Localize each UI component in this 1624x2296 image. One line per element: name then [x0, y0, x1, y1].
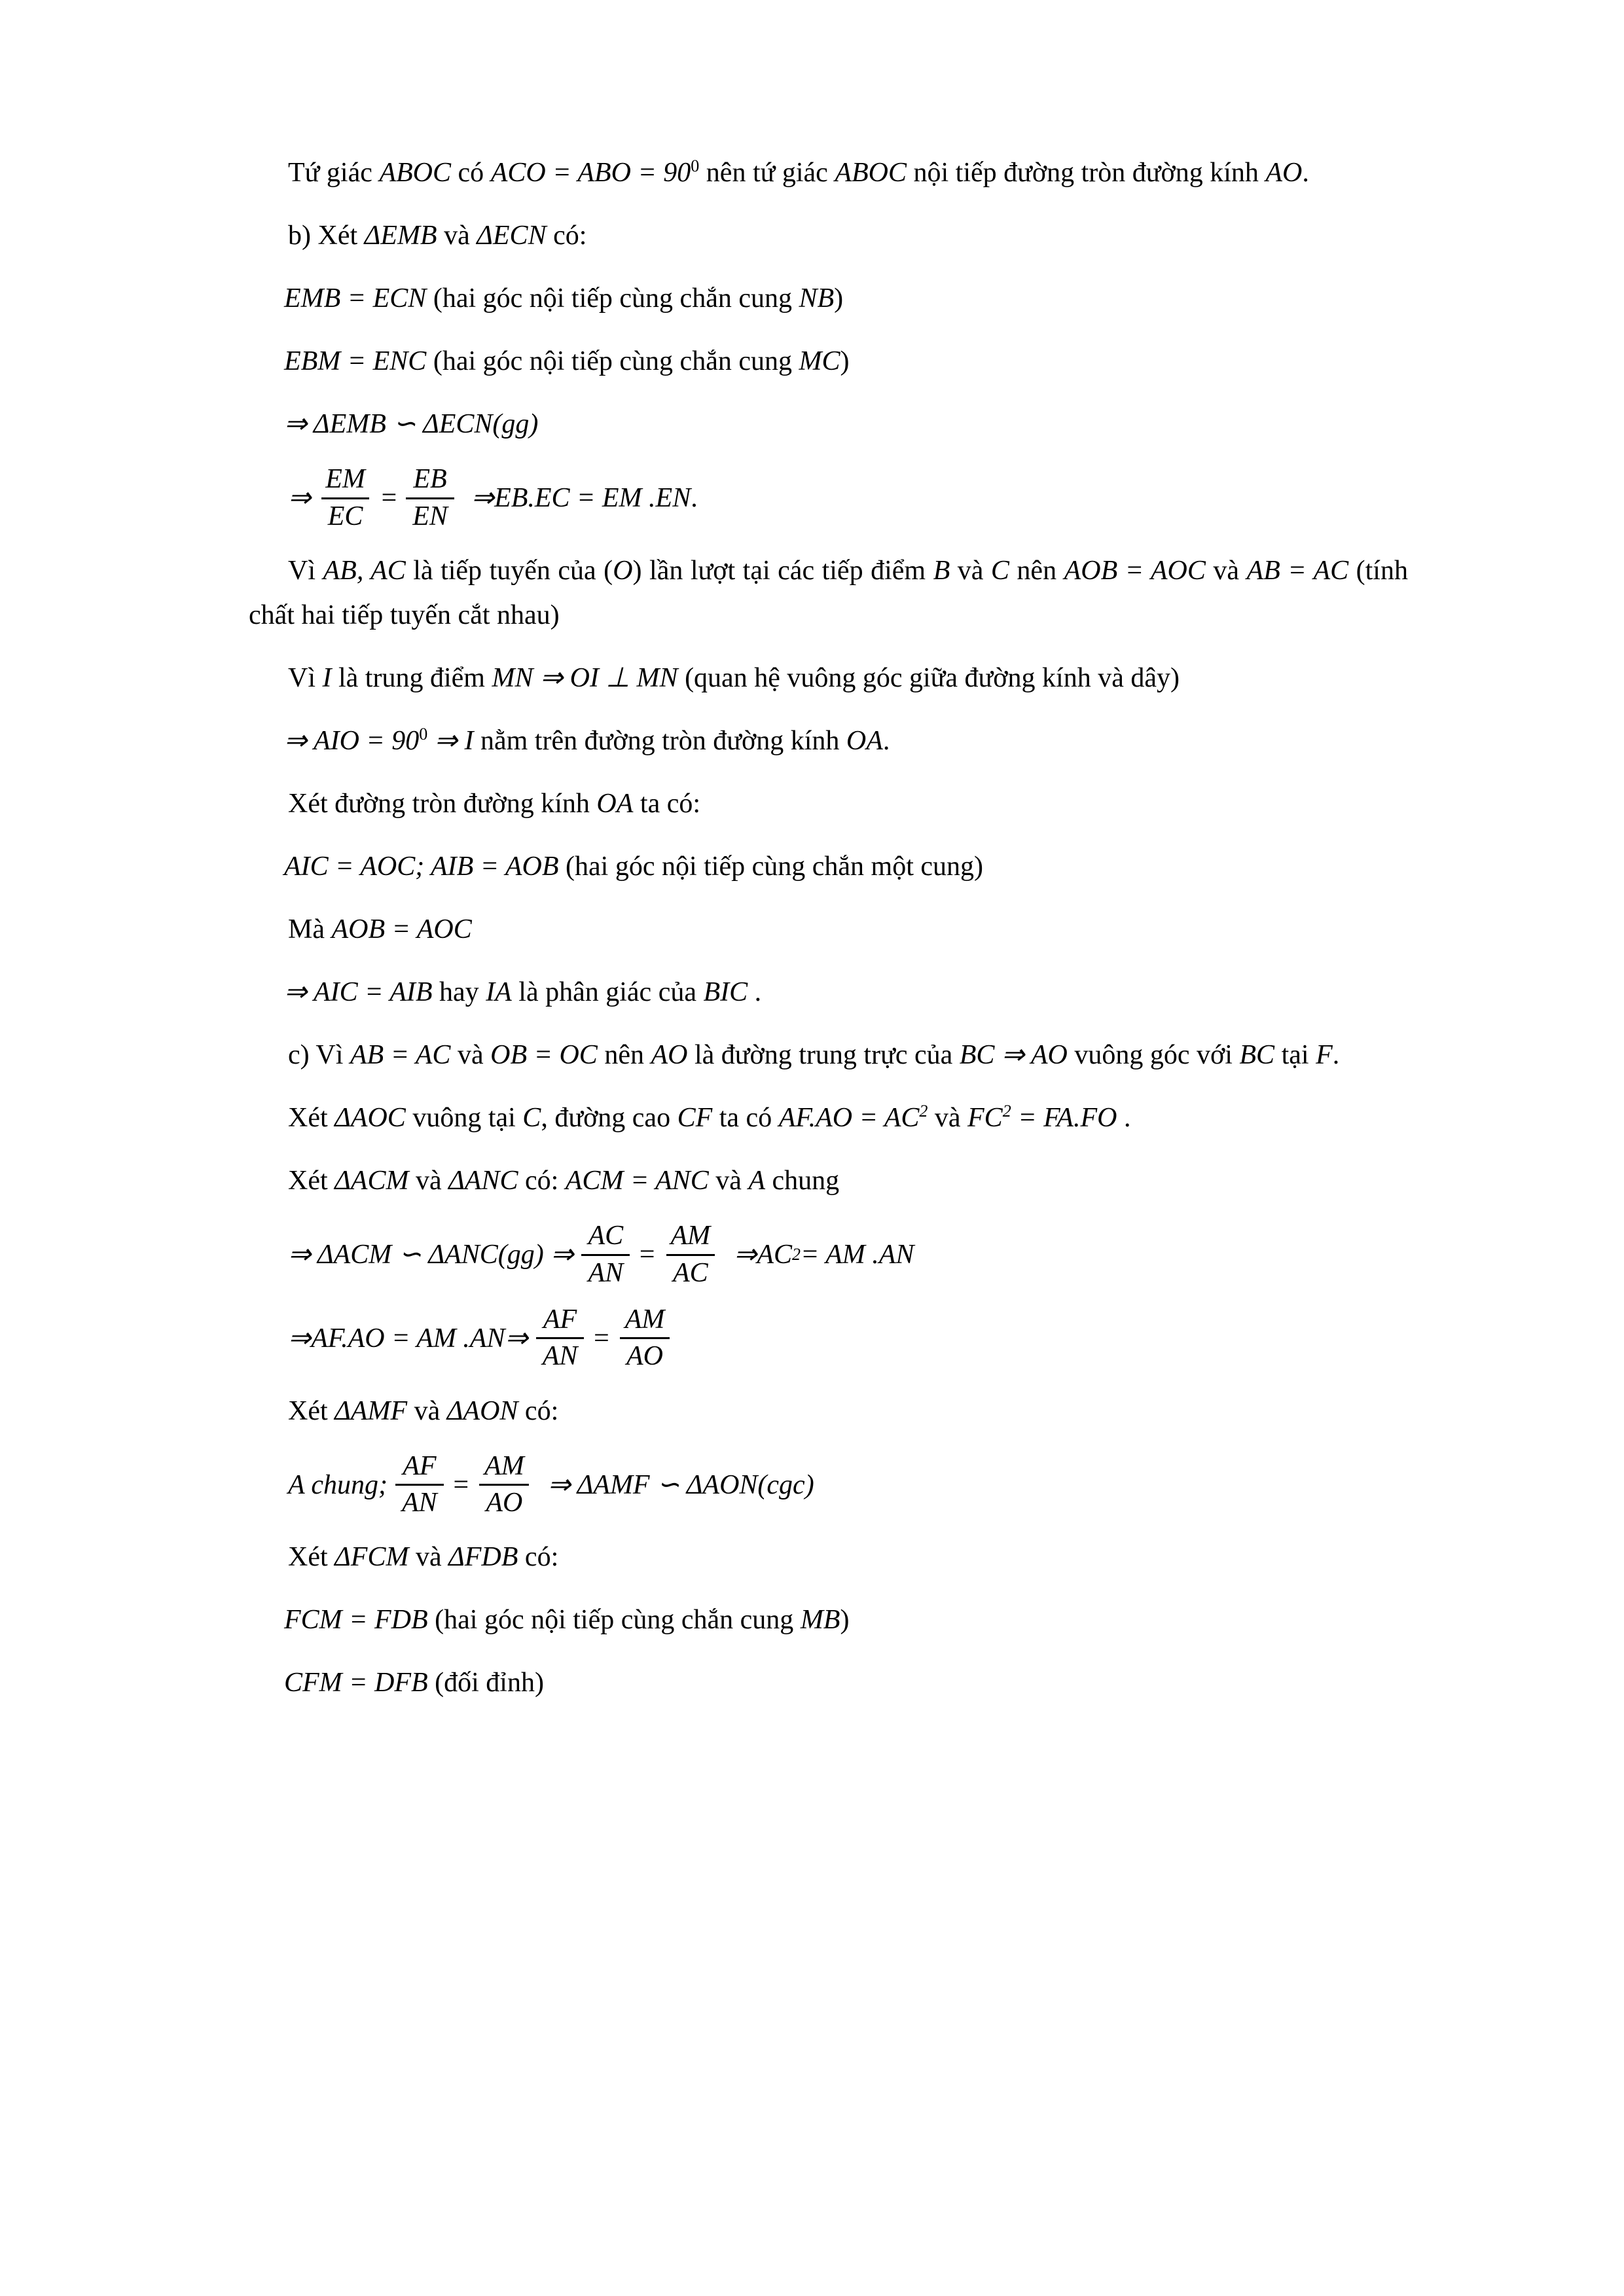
fraction-denominator: EC: [321, 497, 370, 531]
math-bc-2: BC: [1239, 1040, 1275, 1071]
math-o: O: [613, 555, 633, 586]
text-run: (quan hệ vuông góc giữa đường kính và dây): [677, 662, 1180, 693]
math-ab-ac: AB, AC: [323, 555, 406, 586]
paragraph-quadrilateral-aboc: [249, 151, 1408, 195]
equation-ratio-ac-an: ⇒ ΔACM ∽ ΔANC(gg) ⇒ $\frac{AC}{AN}$ = $\frac{AM}{AC}$ ⇒ AC 2 = AM .AN: [288, 1221, 914, 1288]
text-run: tại: [1274, 1040, 1316, 1071]
text-run: nên: [597, 1040, 651, 1071]
math-emb: EMB: [284, 283, 341, 314]
math-abo: ABO: [577, 158, 631, 188]
math-ac: AC: [757, 1240, 792, 1270]
text-run: ) lần lượt tại các tiếp điểm: [632, 555, 933, 586]
math-anc: ANC: [655, 1166, 709, 1196]
fraction-eb-en: [406, 465, 454, 531]
math-aco: ACO: [490, 158, 546, 188]
text-run: (hai góc nội tiếp cùng chắn cung: [427, 1605, 801, 1636]
text-run: ta có:: [633, 789, 701, 819]
paragraph-consider-amf-aon: [249, 1389, 1408, 1433]
fraction-numerator: EM: [325, 464, 365, 495]
text-run: (hai góc nội tiếp cùng chắn cung: [426, 346, 799, 377]
text-run: (tính chất hai tiếp tuyến cắt nhau): [249, 555, 1408, 630]
text-run: có:: [546, 221, 587, 251]
text-run: và: [450, 1040, 491, 1071]
math-aoc: AOC: [416, 914, 472, 945]
math-cfm: CFM: [284, 1668, 342, 1698]
fraction-am-ao: [478, 1452, 531, 1518]
math-i: I: [322, 662, 332, 693]
math-eq: =: [328, 852, 361, 882]
math-eq: =: [384, 1040, 416, 1071]
math-triangle-fcm: ΔFCM: [334, 1542, 409, 1573]
text-run: .: [691, 483, 698, 513]
paragraph-consider-acm-anc: [249, 1158, 1408, 1203]
math-triangle-emb: ΔEMB: [364, 221, 437, 251]
math-mb: MB: [800, 1605, 840, 1636]
fraction-numerator: AF: [403, 1450, 437, 1481]
math-eq: =: [385, 914, 417, 945]
text-run: nên tứ giác: [699, 158, 835, 188]
fraction-ac-an: [581, 1221, 630, 1288]
text-run: Vì: [288, 555, 323, 586]
text-run: nên: [1009, 555, 1064, 586]
text-run: có:: [518, 1542, 559, 1573]
text-run: b) Xét: [288, 221, 365, 251]
math-equals: =: [638, 1240, 657, 1270]
math-a: A: [748, 1166, 766, 1196]
text-run: .: [1117, 1103, 1131, 1134]
math-ao: AO: [651, 1040, 688, 1071]
paragraph-fcm-equals-fdb: [249, 1598, 1408, 1642]
text-run: ): [840, 346, 850, 377]
text-run: chung: [765, 1166, 840, 1196]
math-oi-perp-mn: OI ⊥ MN: [569, 662, 678, 693]
text-run: Xét: [288, 1395, 335, 1426]
math-ebm: EBM: [284, 346, 341, 377]
math-arrow-2: ⇒: [505, 1323, 528, 1354]
text-run: có:: [518, 1395, 559, 1426]
fraction-numerator: EB: [413, 464, 447, 495]
math-mc: MC: [799, 346, 840, 377]
math-ac: AC: [884, 1103, 920, 1134]
fraction-denominator: AN: [536, 1337, 585, 1371]
text-run: c) Vì: [288, 1040, 350, 1071]
fraction-numerator: AM: [670, 1221, 711, 1251]
math-b: B: [933, 555, 950, 586]
math-aic: AIC: [313, 977, 358, 1008]
text-run: , đường cao: [541, 1103, 677, 1134]
paragraph-ma-aob-aoc: [249, 907, 1408, 952]
text-run: vuông góc với: [1067, 1040, 1240, 1071]
text-run: Xét đường tròn đường kính: [288, 789, 597, 819]
text-run: ): [834, 283, 844, 314]
fraction-numerator: AC: [588, 1221, 624, 1251]
math-aob: AOB: [505, 852, 559, 882]
math-dfb: DFB: [374, 1668, 428, 1698]
equation-a-chung-ratio: [249, 1452, 1408, 1518]
paragraph-cfm-equals-dfb: [249, 1660, 1408, 1705]
fraction-denominator: AN: [581, 1254, 630, 1288]
math-aoc: AOC: [1150, 555, 1206, 586]
text-run: là tiếp tuyến của (: [405, 555, 613, 586]
math-result: = AM .AN: [801, 1240, 914, 1270]
fraction-denominator: AO: [479, 1484, 529, 1518]
math-f: F: [1316, 1040, 1333, 1071]
math-eq90: = 90: [359, 725, 420, 756]
fraction-af-an: [536, 1305, 585, 1372]
math-arrow-2: ⇒: [427, 725, 465, 756]
text-run: và: [950, 555, 991, 586]
text-run: Xét: [288, 1103, 335, 1134]
fraction-denominator: EN: [406, 497, 454, 531]
fraction-af-an: [395, 1452, 444, 1518]
text-run: Xét: [288, 1542, 335, 1573]
math-ac: AC: [1313, 555, 1349, 586]
math-enc: ENC: [372, 346, 427, 377]
text-run: Vì: [288, 662, 323, 693]
math-aio: AIO: [313, 725, 359, 756]
math-triangle-aoc: ΔAOC: [334, 1103, 406, 1134]
math-arrow-similarity: ⇒ ΔACM ∽ ΔANC(gg) ⇒: [288, 1240, 574, 1270]
math-triangle-ecn: ΔECN: [477, 221, 547, 251]
math-acm: ACM: [565, 1166, 624, 1196]
math-aboc-2: ABOC: [835, 158, 907, 188]
math-ia: IA: [486, 977, 512, 1008]
math-ecn: ECN: [372, 283, 427, 314]
math-cf: CF: [677, 1103, 713, 1134]
text-run: (hai góc nội tiếp cùng chắn cung: [426, 283, 799, 314]
math-fdb: FDB: [374, 1605, 428, 1636]
math-ac: AC: [415, 1040, 451, 1071]
text-run: .: [1302, 158, 1309, 188]
text-run: và: [437, 221, 477, 251]
paragraph-consider-fcm-fdb: [249, 1535, 1408, 1579]
math-aib: AIB: [389, 977, 433, 1008]
math-eq-2: =: [527, 1040, 560, 1071]
math-semicolon: ;: [415, 852, 431, 882]
math-fa-fo: FA.FO: [1043, 1103, 1117, 1134]
math-c: C: [990, 555, 1009, 586]
math-arrow: ⇒: [284, 725, 314, 756]
math-arrow-2: ⇒: [734, 1240, 757, 1270]
text-run: Tứ giác: [288, 158, 380, 188]
math-c: C: [522, 1103, 541, 1134]
text-run: có:: [518, 1166, 566, 1196]
math-ao: AO: [1265, 158, 1303, 188]
fraction-numerator: AM: [484, 1450, 524, 1481]
math-triangle-acm: ΔACM: [334, 1166, 409, 1196]
math-bic: BIC: [703, 977, 748, 1008]
text-run: và: [1205, 555, 1247, 586]
math-arrow: ⇒: [284, 977, 314, 1008]
math-eq: =: [623, 1166, 656, 1196]
math-fc: FC: [967, 1103, 1003, 1134]
text-run: là trung điểm: [331, 662, 492, 693]
math-arrow-2: ⇒: [471, 483, 495, 513]
paragraph-similarity-emb-ecn: [249, 402, 1408, 446]
document-body: [249, 151, 1408, 1706]
math-af-ao: AF.AO: [778, 1103, 853, 1134]
math-eq: =: [342, 1605, 374, 1636]
math-eq: =: [545, 158, 578, 188]
math-ab: AB: [1246, 555, 1280, 586]
paragraph-emb-equals-ecn: [249, 276, 1408, 321]
math-aboc: ABOC: [379, 158, 452, 188]
math-ab: AB: [350, 1040, 384, 1071]
fraction-am-ao: [619, 1305, 672, 1372]
math-degree-sup: 0: [691, 156, 700, 175]
text-run: .: [1332, 1040, 1340, 1071]
math-eq-2: =: [473, 852, 505, 882]
math-result: EB.EC = EM .EN: [494, 483, 691, 513]
paragraph-consider-triangle-aoc: [249, 1096, 1408, 1140]
math-arrow: ⇒: [533, 662, 570, 693]
text-run: (đối đỉnh): [427, 1668, 544, 1698]
text-run: và: [407, 1395, 447, 1426]
math-arrow: ⇒: [994, 1040, 1031, 1071]
fraction-numerator: AF: [543, 1304, 577, 1335]
math-eq: =: [852, 1103, 884, 1134]
math-ob: OB: [490, 1040, 528, 1071]
paragraph-ebm-equals-enc: [249, 339, 1408, 384]
math-ao-2: AO: [1030, 1040, 1068, 1071]
math-eq: =: [342, 1668, 374, 1698]
math-oa: OA: [846, 725, 883, 756]
math-oc: OC: [559, 1040, 598, 1071]
text-run: có: [451, 158, 491, 188]
paragraph-bisector: [249, 970, 1408, 1014]
text-run: và: [928, 1103, 968, 1134]
text-run: và: [408, 1166, 449, 1196]
paragraph-b-intro: [249, 213, 1408, 258]
text-run: là phân giác của: [511, 977, 704, 1008]
fraction-numerator: AM: [624, 1304, 665, 1335]
text-run: và: [408, 1542, 449, 1573]
equation-ratio-em-ec: [249, 465, 1408, 531]
math-similarity: ⇒ ΔEMB ∽ ΔECN(gg): [284, 409, 539, 440]
text-run: là đường trung trực của: [687, 1040, 960, 1071]
math-af-ao-expr: AF.AO = AM .AN: [311, 1323, 505, 1354]
text-run: Xét: [288, 1166, 335, 1196]
math-triangle-aon: ΔAON: [446, 1395, 518, 1426]
paragraph-aio-90: [249, 719, 1408, 763]
text-run: .: [748, 977, 762, 1008]
math-aob: AOB: [1064, 555, 1118, 586]
text-run: nội tiếp đường tròn đường kính: [906, 158, 1266, 188]
fraction-denominator: AC: [666, 1254, 715, 1288]
text-run: ): [840, 1605, 850, 1636]
math-square-sup: 2: [919, 1102, 928, 1121]
math-mn: MN: [492, 662, 533, 693]
paragraph-c-intro: [249, 1033, 1408, 1077]
math-i: I: [464, 725, 474, 756]
math-triangle-amf: ΔAMF: [334, 1395, 408, 1426]
math-fcm: FCM: [284, 1605, 342, 1636]
fraction-em-ec: [319, 465, 372, 531]
text-run: .: [882, 725, 890, 756]
math-square-sup-2: 2: [1002, 1102, 1011, 1121]
math-triangle-fdb: ΔFDB: [448, 1542, 518, 1573]
math-equals: =: [379, 483, 399, 513]
fraction-am-ac: [664, 1221, 717, 1288]
math-arrow: ⇒: [288, 483, 312, 513]
math-bc: BC: [959, 1040, 995, 1071]
math-eq-2: =: [1280, 555, 1314, 586]
math-eq: =: [1117, 555, 1151, 586]
text-run: Mà: [288, 914, 332, 945]
fraction-denominator: AN: [395, 1484, 444, 1518]
math-aic: AIC: [284, 852, 329, 882]
math-eq: =: [357, 977, 390, 1008]
paragraph-midpoint-mn: [249, 656, 1408, 700]
math-eq: =: [340, 346, 373, 377]
math-nb: NB: [799, 283, 835, 314]
math-equals: =: [592, 1323, 611, 1354]
math-oa: OA: [596, 789, 634, 819]
math-aob: AOB: [331, 914, 386, 945]
math-aoc: AOC: [360, 852, 416, 882]
text-run: hay: [432, 977, 486, 1008]
math-arrow: ⇒: [288, 1323, 312, 1354]
text-run: (hai góc nội tiếp cùng chắn một cung): [558, 852, 984, 882]
text-run: và: [708, 1166, 749, 1196]
math-degree-sup: 0: [419, 724, 428, 744]
math-triangle-anc: ΔANC: [448, 1166, 518, 1196]
math-eq90: = 90: [630, 158, 691, 188]
math-equals: =: [451, 1469, 471, 1500]
math-eq-2: =: [1011, 1103, 1044, 1134]
math-a-chung: A chung;: [288, 1469, 388, 1500]
equation-ratio-af-an: [249, 1305, 1408, 1372]
math-similarity-amf-aon: ⇒ ΔAMF ∽ ΔAON(cgc): [547, 1469, 814, 1500]
paragraph-consider-circle-oa: [249, 781, 1408, 826]
text-run: ta có: [712, 1103, 779, 1134]
math-aib: AIB: [430, 852, 474, 882]
fraction-denominator: AO: [620, 1337, 670, 1371]
paragraph-tangents: [249, 548, 1408, 637]
paragraph-aic-aoc: [249, 844, 1408, 889]
text-run: vuông tại: [405, 1103, 523, 1134]
math-eq: =: [340, 283, 373, 314]
text-run: nằm trên đường tròn đường kính: [473, 725, 846, 756]
